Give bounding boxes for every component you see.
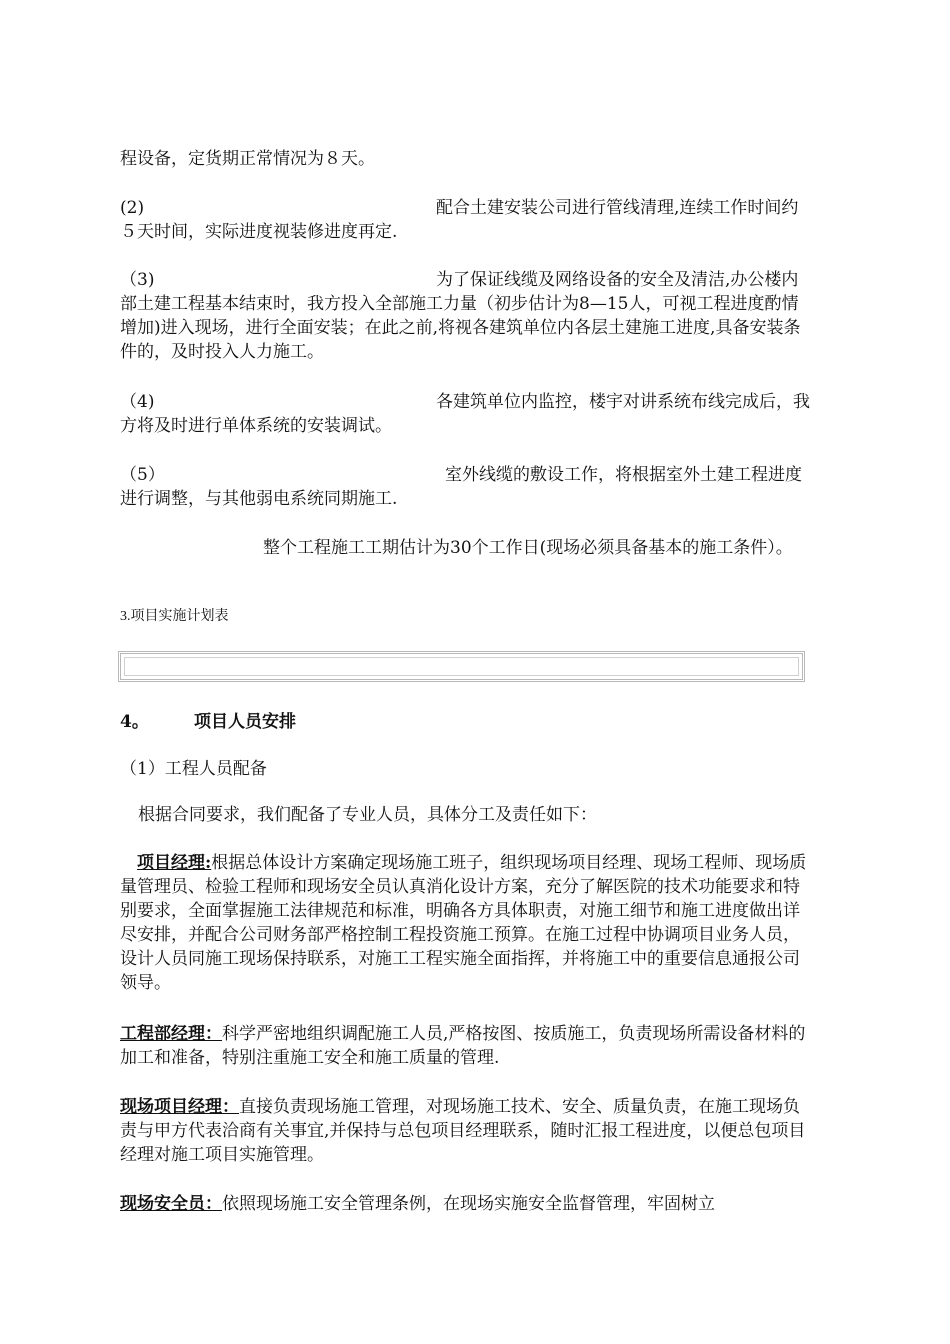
item-2-number: (2) (120, 198, 145, 218)
item-5 (120, 463, 810, 511)
paragraph-continuation: 程设备，定货期正常情况为８天。 (120, 149, 375, 169)
item-3-number: （3) (120, 270, 155, 290)
schedule-summary: 整个工程施工工期估计为30个工作日(现场必须具备基本的施工条件）。 (263, 538, 793, 558)
role-text: 依照现场施工安全管理条例，在现场实施安全监督管理，牢固树立 (222, 1194, 715, 1214)
item-3 (120, 268, 810, 364)
section-4-title: 项目人员安排 (194, 712, 296, 732)
role-site-safety-officer (120, 1192, 810, 1216)
role-label: 现场安全员： (120, 1194, 222, 1214)
section-4-heading (120, 710, 810, 734)
section-4-number: 4。 (120, 712, 149, 732)
item-2 (120, 196, 810, 244)
implementation-plan-table (118, 651, 805, 682)
staffing-intro: 根据合同要求，我们配备了专业人员，具体分工及责任如下： (138, 805, 597, 825)
role-text: 根据总体设计方案确定现场施工班子，组织现场项目经理、现场工程师、现场质量管理员、检验工程师和现场安全员认真消化设计方案，充分了解医院的技术功能要求和特别要求，全面掌握施工法律规范和标准，明确各方具体职责，对施工细节和施工进度做出详尽安排，并配合公司财务部严格控制工程投资施工预算。在施工过程中协调项目业务人员，设计人员同施工现场保持联系，对施工工程实施全面指挥，并将施工中的重要信息通报公司领导。 (120, 853, 807, 993)
role-text: 直接负责现场施工管理，对现场施工技术、安全、质量负责，在施工现场负责与甲方代表洽商有关事宜,并保持与总包项目经理联系，随时汇报工程进度，以便总包项目经理对施工项目实施管理。 (120, 1097, 806, 1165)
item-5-text: 室外线缆的敷设工作，将根据室外土建工程进度进行调整，与其他弱电系统同期施工. (120, 465, 802, 509)
role-label: 项目经理: (137, 853, 212, 873)
role-text: 科学严密地组织调配施工人员,严格按图、按质施工，负责现场所需设备材料的加工和准备，特别注重施工安全和施工质量的管理. (120, 1024, 806, 1068)
role-project-manager (120, 851, 810, 995)
item-4-number: （4) (120, 392, 155, 412)
item-4-text: 各建筑单位内监控，楼宇对讲系统布线完成后，我方将及时进行单体系统的安装调试。 (120, 392, 810, 436)
subsection-1-title: （1）工程人员配备 (120, 759, 267, 779)
role-label: 工程部经理： (120, 1024, 222, 1044)
section-3-title: 3.项目实施计划表 (120, 609, 229, 624)
item-2-text: 配合土建安装公司进行管线清理,连续工作时间约５天时间，实际进度视装修进度再定. (120, 198, 799, 242)
item-4 (120, 390, 810, 438)
role-label: 现场项目经理： (120, 1097, 239, 1117)
item-3-text: 为了保证线缆及网络设备的安全及清洁,办公楼内部土建工程基本结束时，我方投入全部施工力量（初步估计为8—15人，可视工程进度酌情增加)进入现场，进行全面安装；在此之前,将视各建筑单位内各层土建施工进度,具备安装条件的，及时投入人力施工。 (120, 270, 801, 362)
item-5-number: （5） (120, 465, 165, 485)
role-site-project-manager (120, 1095, 810, 1167)
role-engineering-manager (120, 1022, 810, 1070)
